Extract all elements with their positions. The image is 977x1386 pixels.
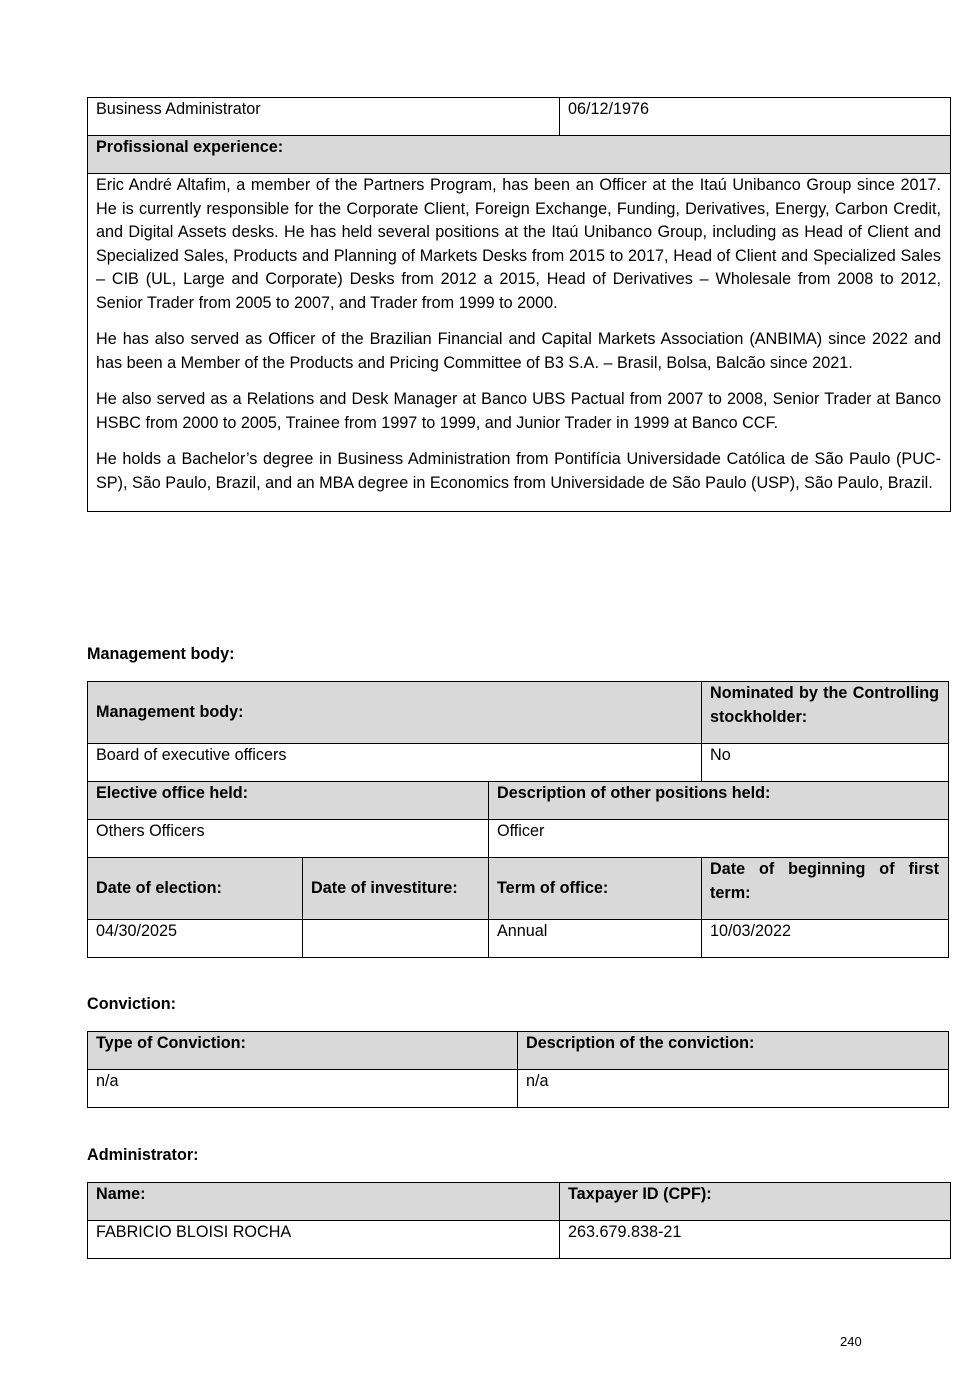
profile-table bbox=[87, 97, 951, 512]
conviction-section-title: Conviction: bbox=[87, 995, 177, 1013]
elective-office-value: Others Officers bbox=[88, 820, 489, 858]
conviction-type-header: Type of Conviction: bbox=[88, 1032, 518, 1070]
experience-paragraph: He holds a Bachelor’s degree in Business Administration from Pontifícia Universidade Católica de São Paulo (PUC-SP), São Paulo, Brazil, and an MBA degree in Economics from Universidade de São Paulo (USP), São Paulo, Brazil. bbox=[96, 450, 941, 492]
conviction-table bbox=[87, 1031, 949, 1108]
birth-date-cell: 06/12/1976 bbox=[560, 98, 951, 136]
administrator-cpf-header: Taxpayer ID (CPF): bbox=[560, 1183, 951, 1221]
management-table bbox=[87, 681, 949, 958]
experience-paragraph: He has also served as Officer of the Brazilian Financial and Capital Markets Association (ANBIMA) since 2022 and has been a Member of the Products and Pricing Committee of B3 S.A. – Brasil, Bolsa, Balcão since 2021. bbox=[96, 330, 941, 372]
experience-paragraph: He also served as a Relations and Desk Manager at Banco UBS Pactual from 2007 to 2008, Senior Trader at Banco HSBC from 2000 to 2005, Trainee from 1997 to 1999, and Junior Trader in 1999 at Banco CCF. bbox=[96, 390, 941, 432]
page-number: 240 bbox=[840, 1334, 862, 1349]
management-body-header: Management body: bbox=[88, 682, 702, 744]
administrator-name-header: Name: bbox=[88, 1183, 560, 1221]
date-election-value: 04/30/2025 bbox=[88, 920, 303, 958]
experience-paragraph: Eric André Altafim, a member of the Partners Program, has been an Officer at the Itaú Unibanco Group since 2017. He is currently responsible for the Corporate Client, Foreign Exchange, Funding, Derivatives, Energy, Carbon Credit, and Digital Assets desks. He has held several positions at the Itaú Unibanco Group, including as Head of Client and Specialized Sales, Products and Planning of Markets Desks from 2015 to 2017, Head of Client and Specialized Sales – CIB (UL, Large and Corporate) Desks from 2012 a 2015, Head of Derivatives – Wholesale from 2008 to 2012, Senior Trader from 2005 to 2007, and Trader from 1999 to 2000. bbox=[96, 176, 941, 312]
elective-office-header: Elective office held: bbox=[88, 782, 489, 820]
administrator-section-title: Administrator: bbox=[87, 1146, 199, 1164]
date-investiture-value bbox=[303, 920, 489, 958]
profession-cell: Business Administrator bbox=[88, 98, 560, 136]
administrator-cpf-value: 263.679.838-21 bbox=[560, 1221, 951, 1259]
management-section-title: Management body: bbox=[87, 645, 235, 663]
nominated-header: Nominated by the Controlling stockholder: bbox=[702, 682, 949, 744]
other-positions-value: Officer bbox=[489, 820, 949, 858]
other-positions-header: Description of other positions held: bbox=[489, 782, 949, 820]
administrator-name-value: FABRICIO BLOISI ROCHA bbox=[88, 1221, 560, 1259]
experience-heading: Profissional experience: bbox=[88, 136, 951, 174]
term-office-value: Annual bbox=[489, 920, 702, 958]
term-office-header: Term of office: bbox=[489, 858, 702, 920]
conviction-description-value: n/a bbox=[518, 1070, 949, 1108]
management-body-value: Board of executive officers bbox=[88, 744, 702, 782]
date-investiture-header: Date of investiture: bbox=[303, 858, 489, 920]
conviction-type-value: n/a bbox=[88, 1070, 518, 1108]
date-first-term-value: 10/03/2022 bbox=[702, 920, 949, 958]
administrator-table bbox=[87, 1182, 951, 1259]
conviction-description-header: Description of the conviction: bbox=[518, 1032, 949, 1070]
nominated-value: No bbox=[702, 744, 949, 782]
date-election-header: Date of election: bbox=[88, 858, 303, 920]
experience-body bbox=[88, 174, 951, 512]
date-first-term-header: Date of beginning of first term: bbox=[702, 858, 949, 920]
